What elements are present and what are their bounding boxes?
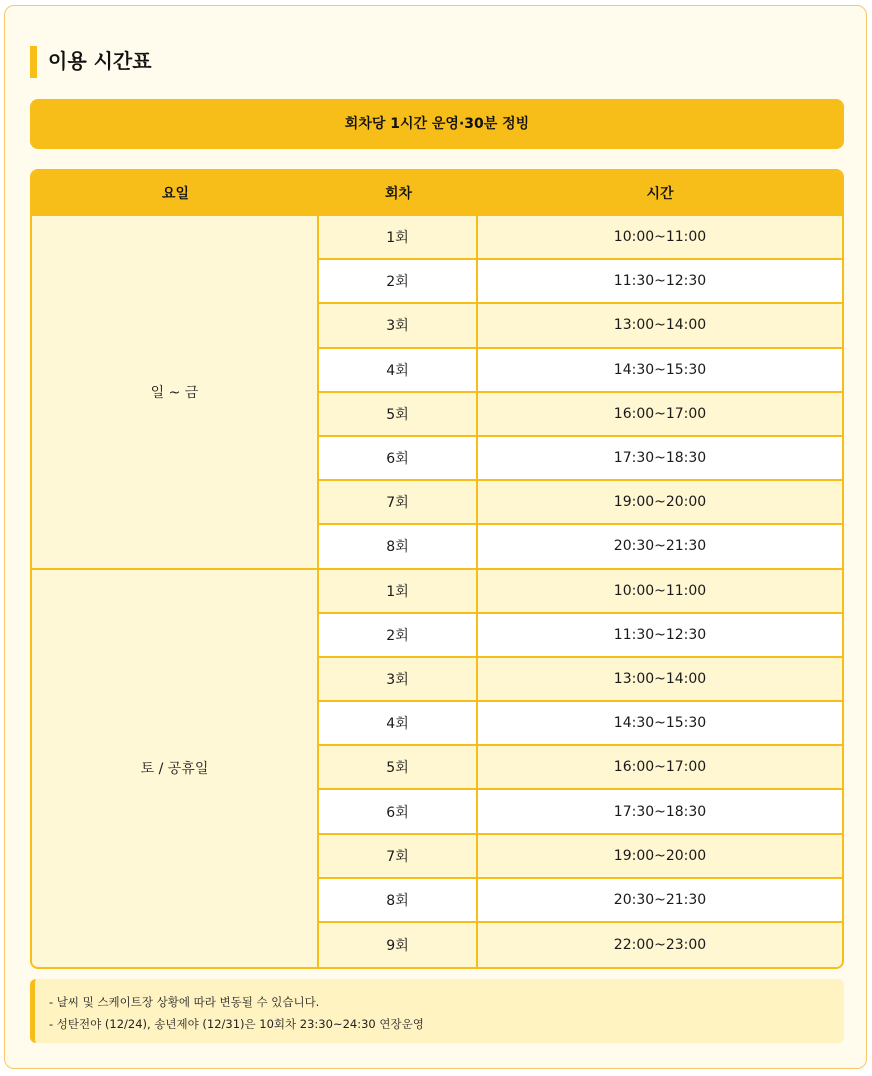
session-cell: 8회 (319, 879, 478, 923)
table-header-row (32, 171, 842, 216)
session-cell: 2회 (319, 260, 478, 304)
session-cell: 5회 (319, 393, 478, 437)
session-cell: 8회 (319, 525, 478, 569)
time-cell: 13:00~14:00 (478, 304, 842, 348)
time-cell: 19:00~20:00 (478, 835, 842, 879)
time-cell: 10:00~11:00 (478, 216, 842, 260)
time-cell: 20:30~21:30 (478, 525, 842, 569)
schedule-body (32, 216, 842, 967)
session-cell: 4회 (319, 349, 478, 393)
time-cell: 11:30~12:30 (478, 260, 842, 304)
session-cell: 7회 (319, 481, 478, 525)
notes-box (30, 979, 844, 1043)
time-cell: 16:00~17:00 (478, 746, 842, 790)
day-group-cell: 일 ~ 금 (32, 216, 319, 570)
time-cell: 14:30~15:30 (478, 349, 842, 393)
time-cell: 17:30~18:30 (478, 790, 842, 834)
session-cell: 9회 (319, 923, 478, 967)
time-cell: 22:00~23:00 (478, 923, 842, 967)
table-row (32, 216, 842, 260)
session-cell: 7회 (319, 835, 478, 879)
time-cell: 16:00~17:00 (478, 393, 842, 437)
session-cell: 5회 (319, 746, 478, 790)
time-cell: 19:00~20:00 (478, 481, 842, 525)
operation-banner: 회차당 1시간 운영·30분 정빙 (30, 99, 844, 149)
day-group-cell: 토 / 공휴일 (32, 570, 319, 968)
session-cell: 1회 (319, 216, 478, 260)
column-header-session: 회차 (319, 171, 478, 216)
time-cell: 13:00~14:00 (478, 658, 842, 702)
session-cell: 3회 (319, 658, 478, 702)
note-item: - 날씨 및 스케이트장 상황에 따라 변동될 수 있습니다. (49, 995, 320, 1009)
schedule-table (30, 169, 844, 969)
session-cell: 3회 (319, 304, 478, 348)
note-item: - 성탄전야 (12/24), 송년제야 (12/31)은 10회차 23:30~24:30 연장운영 (49, 1017, 424, 1031)
column-header-time: 시간 (478, 171, 842, 216)
time-cell: 11:30~12:30 (478, 614, 842, 658)
session-cell: 1회 (319, 570, 478, 614)
schedule-panel (4, 5, 867, 1069)
time-cell: 14:30~15:30 (478, 702, 842, 746)
session-cell: 6회 (319, 790, 478, 834)
session-cell: 2회 (319, 614, 478, 658)
time-cell: 20:30~21:30 (478, 879, 842, 923)
page-title: 이용 시간표 (30, 46, 152, 78)
time-cell: 17:30~18:30 (478, 437, 842, 481)
time-cell: 10:00~11:00 (478, 570, 842, 614)
session-cell: 4회 (319, 702, 478, 746)
table-row (32, 570, 842, 614)
session-cell: 6회 (319, 437, 478, 481)
column-header-day: 요일 (32, 171, 319, 216)
